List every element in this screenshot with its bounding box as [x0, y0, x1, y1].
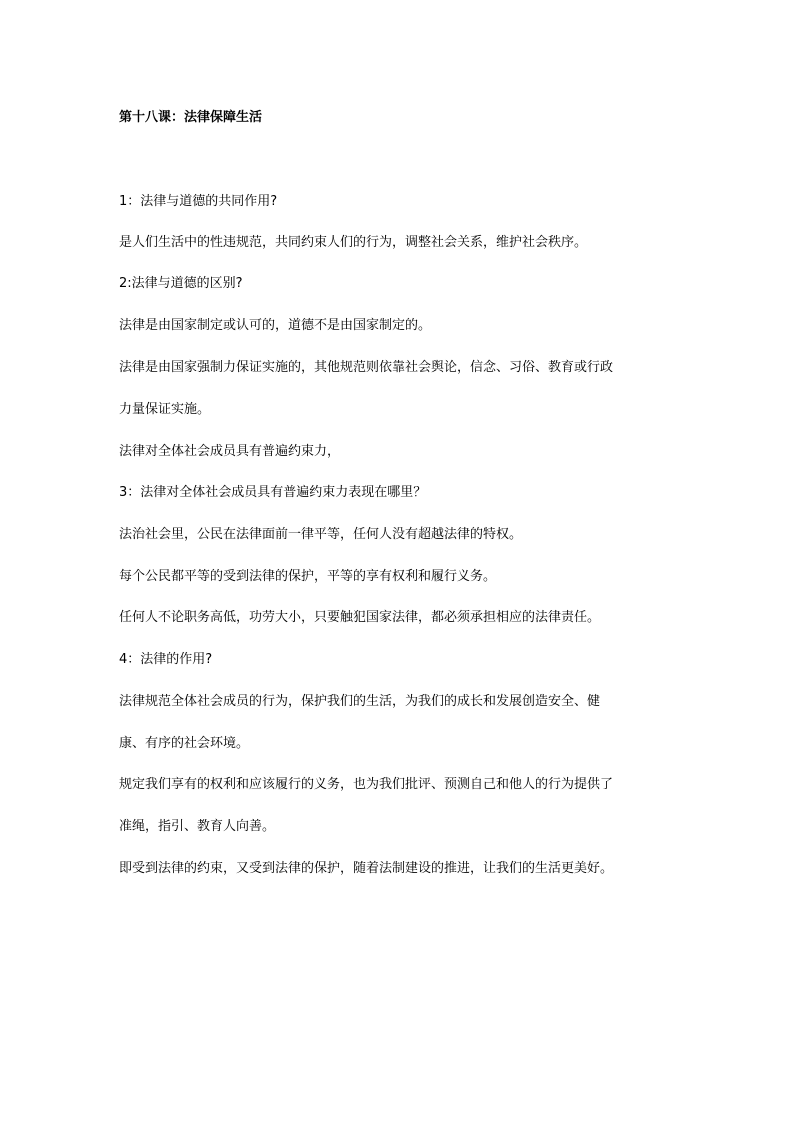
answer-2-line-1: 法律是由国家制定或认可的，道德不是由国家制定的。 — [119, 318, 432, 333]
answer-3-line-1: 法治社会里，公民在法律面前一律平等，任何人没有超越法律的特权。 — [119, 527, 523, 542]
answer-2-line-2: 法律是由国家强制力保证实施的，其他规范则依靠社会舆论，信念、习俗、教育或行政 — [119, 360, 614, 375]
question-2: 2:法律与道德的区别? — [119, 276, 243, 291]
answer-2-line-3: 力量保证实施。 — [119, 402, 211, 417]
answer-2-line-4: 法律对全体社会成员具有普遍约束力， — [119, 444, 341, 459]
answer-4-line-5: 即受到法律的约束，又受到法律的保护，随着法制建设的推进，让我们的生活更美好。 — [119, 861, 614, 876]
answer-4-line-2: 康、有序的社会环境。 — [119, 736, 250, 751]
answer-4-line-4: 准绳，指引、教育人向善。 — [119, 819, 276, 834]
lesson-title: 第十八课：法律保障生活 — [119, 110, 263, 125]
question-4: 4：法律的作用? — [119, 652, 213, 667]
answer-4-line-3: 规定我们享有的权利和应该履行的义务，也为我们批评、预测自己和他人的行为提供了 — [119, 777, 614, 792]
answer-4-line-1: 法律规范全体社会成员的行为，保护我们的生活，为我们的成长和发展创造安全、健 — [119, 694, 601, 709]
answer-3-line-2: 每个公民都平等的受到法律的保护，平等的享有权利和履行义务。 — [119, 569, 497, 584]
answer-1: 是人们生活中的性违规范，共同约束人们的行为，调整社会关系，维护社会秩序。 — [119, 235, 588, 250]
question-1: 1：法律与道德的共同作用? — [119, 194, 278, 209]
question-3: 3：法律对全体社会成员具有普遍约束力表现在哪里？ — [119, 485, 427, 500]
answer-3-line-3: 任何人不论职务高低，功劳大小，只要触犯国家法律，都必须承担相应的法律责任。 — [119, 610, 601, 625]
